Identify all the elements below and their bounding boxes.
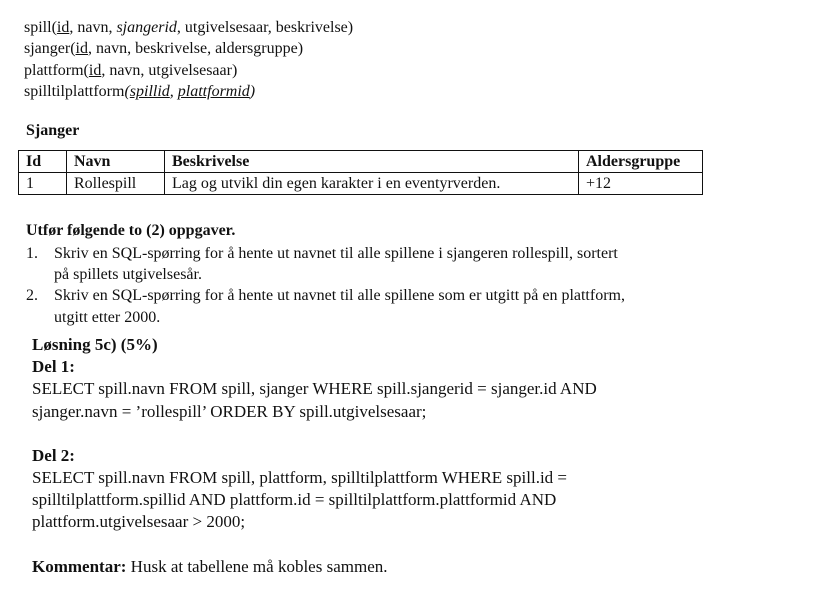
table-cell: 1 [19,173,67,195]
foreign-key: sjangerid [116,19,177,36]
sql-line: sjanger.navn = ’rollespill’ ORDER BY spill.utgivelsesaar; [32,401,427,421]
sql-line: SELECT spill.navn FROM spill, plattform, spilltilplattform WHERE spill.id = [32,468,568,488]
schema-block [24,17,353,102]
spacer [32,534,752,556]
column-header: Aldersgruppe [579,151,703,173]
list-item [26,285,716,327]
primary-key: plattformid [177,82,250,100]
solution-block [32,334,752,578]
task-text-line: på spillets utgivelsesår. [54,266,202,284]
part1-label: Del 1: [32,357,75,377]
primary-key: id [75,40,88,58]
part2-label: Del 2: [32,445,75,465]
sql-line: spilltilplattform.spillid AND plattform.id = spilltilplattform.plattformid AND [32,490,557,510]
list-number: 2. [26,287,38,305]
sql-line: SELECT spill.navn FROM spill, sjanger WHERE spill.sjangerid = sjanger.id AND [32,379,597,399]
spacer [32,423,752,445]
sjanger-heading: Sjanger [26,122,80,139]
sql-line: plattform.utgivelsesaar > 2000; [32,512,246,532]
schema-spill: spill(id, navn, sjangerid, utgivelsesaar, beskrivelse) [24,19,354,36]
comment-line [32,556,752,578]
table-header-row [19,151,703,173]
comment-label: Kommentar: [32,556,127,576]
sjanger-table [18,150,703,195]
table-cell: Lag og utvikl din egen karakter i en eventyrverden. [165,173,579,195]
comment-text: Husk at tabellene må kobles sammen. [126,556,388,576]
schema-spilltilplattform: spilltilplattform(spillid, plattformid) [24,82,256,100]
list-item [26,243,716,285]
column-header: Id [19,151,67,173]
schema-plattform: plattform(id, navn, utgivelsesaar) [24,61,238,79]
table-cell: +12 [579,173,703,195]
primary-key: id [56,19,70,36]
table-row [19,173,703,195]
task-list [26,243,716,328]
task-text-line: Skriv en SQL-spørring for å hente ut navnet til alle spillene som er utgitt på en plattform, [54,287,625,305]
column-header: Navn [67,151,165,173]
column-header: Beskrivelse [165,151,579,173]
solution-heading: Løsning 5c) (5%) [32,335,158,354]
primary-key: id [88,61,102,79]
tasks-heading: Utfør følgende to (2) oppgaver. [26,222,236,239]
task-text-line: utgitt etter 2000. [54,308,161,326]
primary-key: spillid [129,82,170,100]
table-cell: Rollespill [67,173,165,195]
list-number: 1. [26,245,38,262]
schema-sjanger: sjanger(id, navn, beskrivelse, aldersgruppe) [24,40,304,58]
task-text-line: Skriv en SQL-spørring for å hente ut navnet til alle spillene i sjangeren rollespill, sortert [54,245,618,262]
